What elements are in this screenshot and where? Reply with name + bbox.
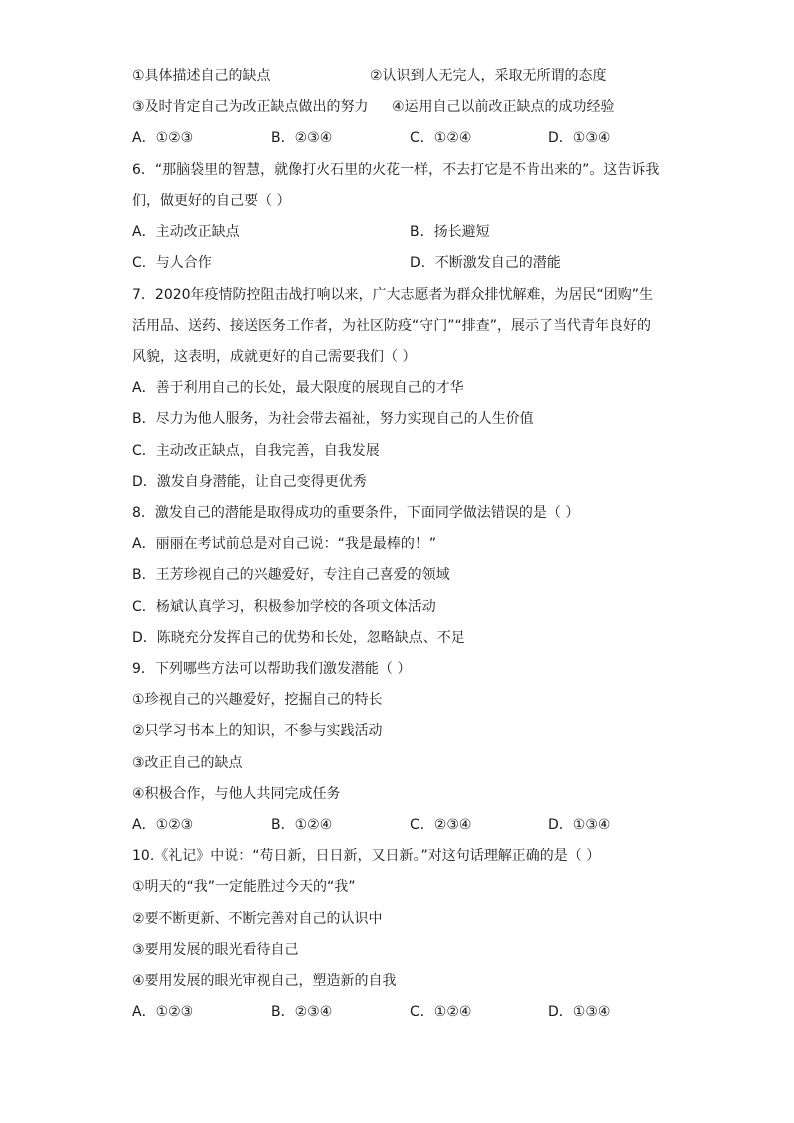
q10-item-4: ④要用发展的眼光审视自己，塑造新的自我: [132, 973, 397, 989]
q9-option-b: B．①②④: [271, 817, 333, 833]
q10-option-a: A．①②③: [132, 1004, 194, 1020]
q7-option-c: C．主动改正缺点，自我完善，自我发展: [132, 443, 380, 459]
q6-option-c: C．与人合作: [132, 255, 212, 271]
q9-option-d: D．①③④: [548, 817, 611, 833]
q10-option-d: D．①③④: [548, 1004, 611, 1020]
q10-item-1: ①明天的“我”一定能胜过今天的“我”: [132, 879, 356, 895]
q9-item-3: ③改正自己的缺点: [132, 755, 243, 771]
q5-item-3: ③及时肯定自己为改正缺点做出的努力: [132, 99, 369, 115]
q7-stem-line-2: 活用品、送药、接送医务工作者，为社区防疫“守门”“排查”，展示了当代青年良好的: [132, 318, 652, 334]
q7-option-a: A．善于利用自己的长处，最大限度的展现自己的才华: [132, 380, 464, 396]
q5-item-1: ①具体描述自己的缺点: [132, 68, 271, 84]
q9-stem: 9．下列哪些方法可以帮助我们激发潜能（ ）: [132, 661, 412, 677]
q7-stem-line-3: 风貌，这表明，成就更好的自己需要我们（ ）: [132, 349, 417, 365]
q8-option-b: B．王芳珍视自己的兴趣爱好，专注自己喜爱的领域: [132, 567, 450, 583]
q7-stem-line-1: 7．2020年疫情防控阻击战打响以来，广大志愿者为群众排忧解难，为居民“团购”生: [132, 287, 654, 303]
q9-item-4: ④积极合作，与他人共同完成任务: [132, 786, 341, 802]
q9-item-2: ②只学习书本上的知识，不参与实践活动: [132, 723, 383, 739]
q5-option-c: C．①②④: [410, 130, 472, 146]
q6-stem-line-1: 6．“那脑袋里的智慧，就像打火石里的火花一样，不去打它是不肯出来的”。这告诉我: [132, 162, 660, 178]
q5-option-d: D．①③④: [548, 130, 611, 146]
q8-option-c: C．杨斌认真学习，积极参加学校的各项文体活动: [132, 599, 436, 615]
q10-item-3: ③要用发展的眼光看待自己: [132, 942, 299, 958]
q5-item-2: ②认识到人无完人，采取无所谓的态度: [370, 68, 607, 84]
q8-option-d: D．陈晓充分发挥自己的优势和长处，忽略缺点、不足: [132, 630, 465, 646]
q9-option-c: C．②③④: [410, 817, 472, 833]
q7-option-d: D．激发自身潜能，让自己变得更优秀: [132, 474, 367, 490]
q8-stem: 8．激发自己的潜能是取得成功的重要条件，下面同学做法错误的是（ ）: [132, 505, 580, 521]
q6-option-b: B．扬长避短: [410, 224, 490, 240]
q10-stem: 10.《礼记》中说：“苟日新，日日新，又日新。”对这句话理解正确的是（ ）: [132, 848, 601, 864]
q5-option-a: A．①②③: [132, 130, 194, 146]
q10-option-c: C．①②④: [410, 1004, 472, 1020]
q8-option-a: A．丽丽在考试前总是对自己说：“我是最棒的！”: [132, 536, 437, 552]
q9-option-a: A．①②③: [132, 817, 194, 833]
q6-stem-line-2: 们，做更好的自己要（ ）: [132, 193, 291, 209]
q10-item-2: ②要不断更新、不断完善对自己的认识中: [132, 911, 383, 927]
q10-option-b: B．②③④: [271, 1004, 333, 1020]
q6-option-a: A．主动改正缺点: [132, 224, 240, 240]
q5-option-b: B．②③④: [271, 130, 333, 146]
q5-item-4: ④运用自己以前改正缺点的成功经验: [392, 99, 615, 115]
q9-item-1: ①珍视自己的兴趣爱好，挖掘自己的特长: [132, 692, 383, 708]
q6-option-d: D．不断激发自己的潜能: [410, 255, 561, 271]
q7-option-b: B．尽力为他人服务，为社会带去福祉，努力实现自己的人生价值: [132, 411, 534, 427]
